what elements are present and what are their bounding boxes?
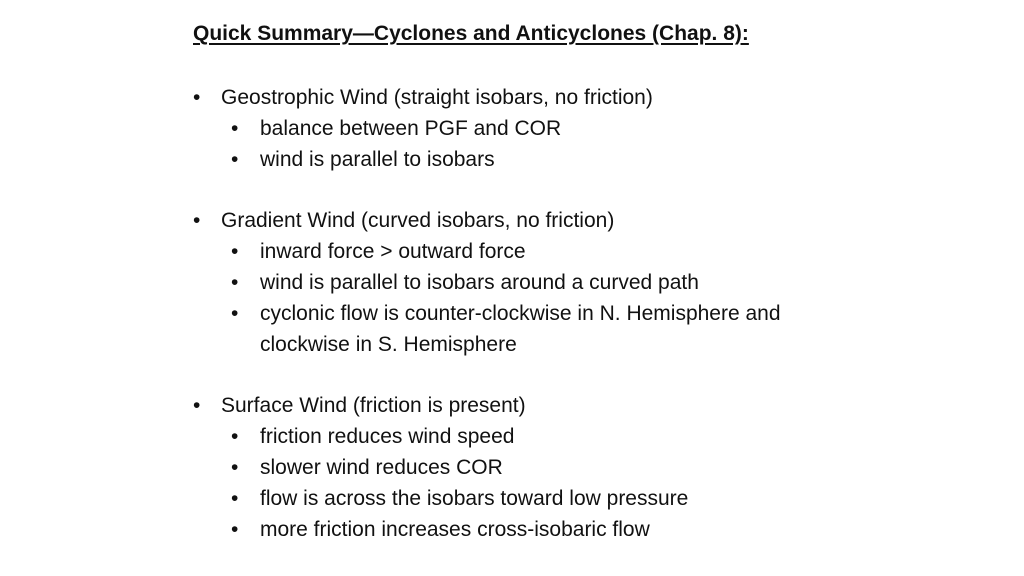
list-item — [193, 514, 893, 545]
section-gradient-wind — [193, 205, 893, 360]
bullet-icon: • — [231, 240, 239, 263]
bullet-icon: • — [231, 302, 239, 325]
item-text: wind is parallel to isobars — [260, 148, 495, 171]
item-text: more friction increases cross-isobaric flow — [260, 518, 650, 541]
list-item — [193, 267, 893, 298]
list-item — [193, 421, 893, 452]
list-item — [193, 452, 893, 483]
bullet-icon: • — [231, 456, 239, 479]
bullet-icon: • — [231, 518, 239, 541]
bullet-icon: • — [231, 117, 239, 140]
list-item — [193, 144, 893, 175]
heading-text: Surface Wind (friction is present) — [221, 394, 526, 417]
bullet-icon: • — [193, 86, 201, 109]
bullet-icon: • — [193, 394, 201, 417]
section-heading — [193, 82, 893, 113]
item-text: friction reduces wind speed — [260, 425, 515, 448]
bullet-icon: • — [231, 271, 239, 294]
list-item — [193, 298, 860, 360]
item-text: cyclonic flow is counter-clockwise in N. Hemisphere and clockwise in S. Hemisphere — [260, 302, 781, 356]
list-item — [193, 113, 893, 144]
item-text: balance between PGF and COR — [260, 117, 562, 140]
bullet-icon: • — [231, 425, 239, 448]
bullet-icon: • — [193, 209, 201, 232]
list-item — [193, 236, 893, 267]
item-text: inward force > outward force — [260, 240, 526, 263]
slide-title: Quick Summary—Cyclones and Anticyclones (Chap. 8): — [193, 22, 749, 45]
bullet-list — [193, 82, 893, 575]
item-text: slower wind reduces COR — [260, 456, 503, 479]
bullet-icon: • — [231, 148, 239, 171]
section-heading — [193, 390, 893, 421]
heading-text: Gradient Wind (curved isobars, no friction) — [221, 209, 615, 232]
section-geostrophic-wind — [193, 82, 893, 175]
item-text: wind is parallel to isobars around a curved path — [260, 271, 699, 294]
list-item — [193, 483, 893, 514]
item-text: flow is across the isobars toward low pressure — [260, 487, 689, 510]
section-surface-wind — [193, 390, 893, 545]
heading-text: Geostrophic Wind (straight isobars, no friction) — [221, 86, 653, 109]
bullet-icon: • — [231, 487, 239, 510]
section-heading — [193, 205, 893, 236]
